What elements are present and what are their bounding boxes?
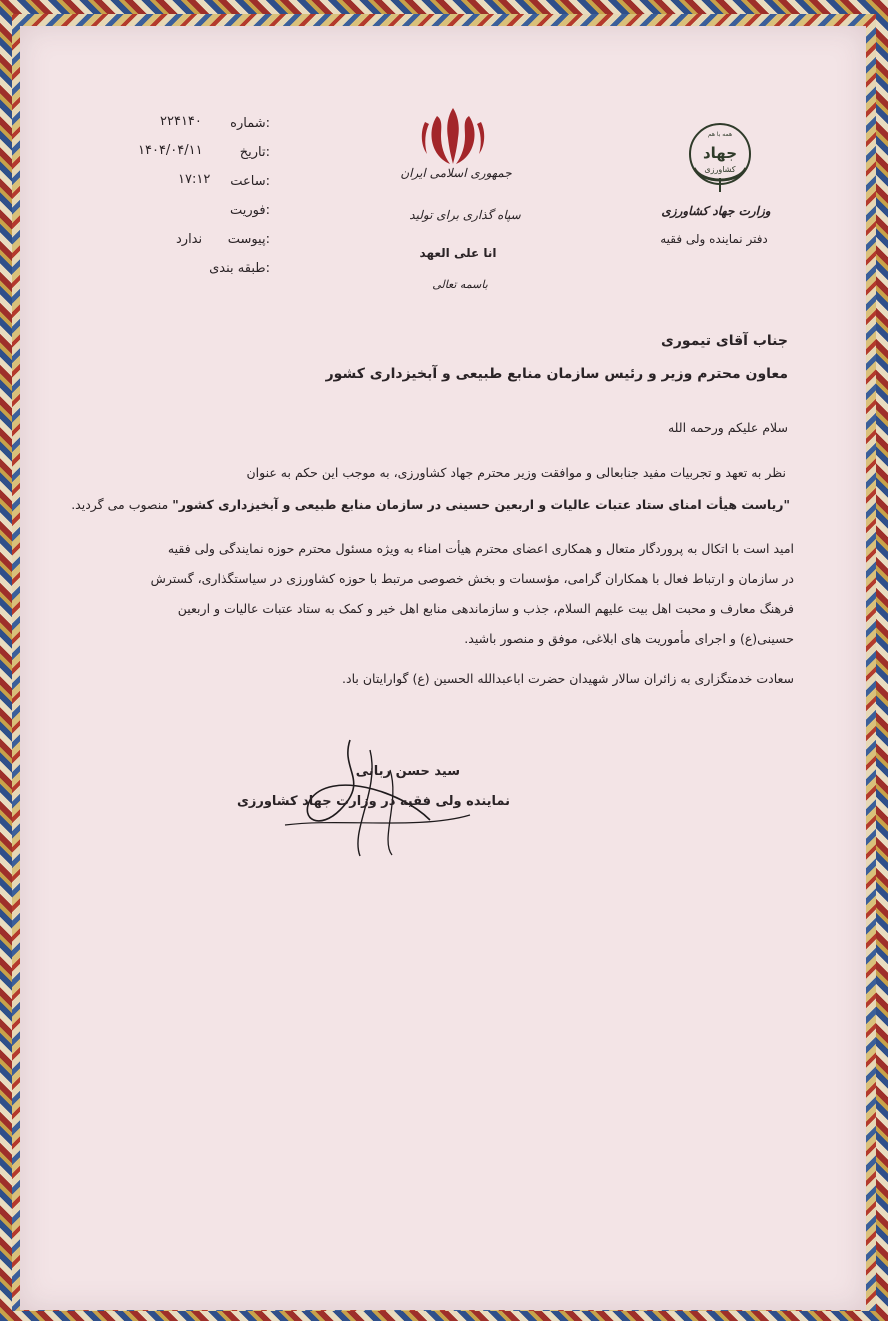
body-p2-line4: حسینی(ع) و اجرای مأموریت های ابلاغی، موفق و منصور باشید. [464,631,794,646]
appointment-title: "ریاست هیأت امنای ستاد عتبات عالیات و اربعین حسینی در سازمان منابع طبیعی و آبخیزداری کشور" [172,497,790,512]
time-value: ۱۷:۱۲ [178,172,211,187]
logo-main-text: جهاد [702,144,738,162]
number-value: ۲۲۴۱۴۰ [160,114,202,129]
leader-slogan: سپاه گذاری برای تولید [409,208,521,222]
motto-signature: باسمه تعالی [432,278,488,291]
body-p2-line1: امید است با اتکال به پروردگار متعال و همکاری اعضای محترم هیأت امناء به ویژه مسئول محترم حوزه نمایندگی ولی فقیه [167,541,794,556]
signatory-name: سید حسن ربانی [355,764,460,779]
motto: انا علی العهد [419,246,497,260]
ministry-name: وزارت جهاد کشاورزی [661,204,771,218]
republic-name: جمهوری اسلامی ایران [400,166,512,180]
recipient-title: معاون محترم وزیر و رئیس سازمان منابع طبیعی و آبخیزداری کشور [325,366,788,382]
iran-emblem-icon [415,104,491,168]
body-p3: سعادت خدمتگزاری به زائران سالار شهیدان حضرت اباعبدالله الحسین (ع) گوارایتان باد. [342,671,794,686]
date-label: تاریخ: [239,145,270,160]
recipient-name: جناب آقای تیموری [661,333,788,349]
date-value: ۱۴۰۴/۰۴/۱۱ [138,143,203,158]
attachment-label: پیوست: [227,232,270,247]
body-p1-line2 [71,490,790,520]
office-name: دفتر نماینده ولی فقیه [660,232,768,246]
time-label: ساعت: [230,174,270,189]
greeting: سلام علیکم ورحمه الله [667,420,788,435]
logo-sub-text: کشاورزی [704,165,736,174]
signatory-title: نماینده ولی فقیه در وزارت جهاد کشاورزی [236,794,510,809]
urgency-label: فوریت: [230,203,270,218]
attachment-value: ندارد [176,232,203,247]
body-p2-line3: فرهنگ معارف و محبت اهل بیت علیهم السلام، جذب و سازماندهی منابع اهل خیر و کمک به ستاد عتبات عالیات و اربعین [177,601,794,616]
jihad-keshavarzi-logo-icon [680,118,760,198]
appointment-rest: منصوب می گردید. [71,497,169,512]
body-p1-line1: نظر به تعهد و تجربیات مفید جنابعالی و موافقت وزیر محترم جهاد کشاورزی، به موجب این حکم به عنوان [246,465,786,480]
logo-top-text: همه با هم [707,131,733,138]
body-p2-line2: در سازمان و ارتباط فعال با همکاران گرامی، مؤسسات و بخش خصوصی مرتبط با حوزه کشاورزی در سیاستگذاری، گسترش [150,571,794,586]
number-label: شماره: [230,116,270,131]
classification-label: طبقه بندی: [209,261,270,276]
